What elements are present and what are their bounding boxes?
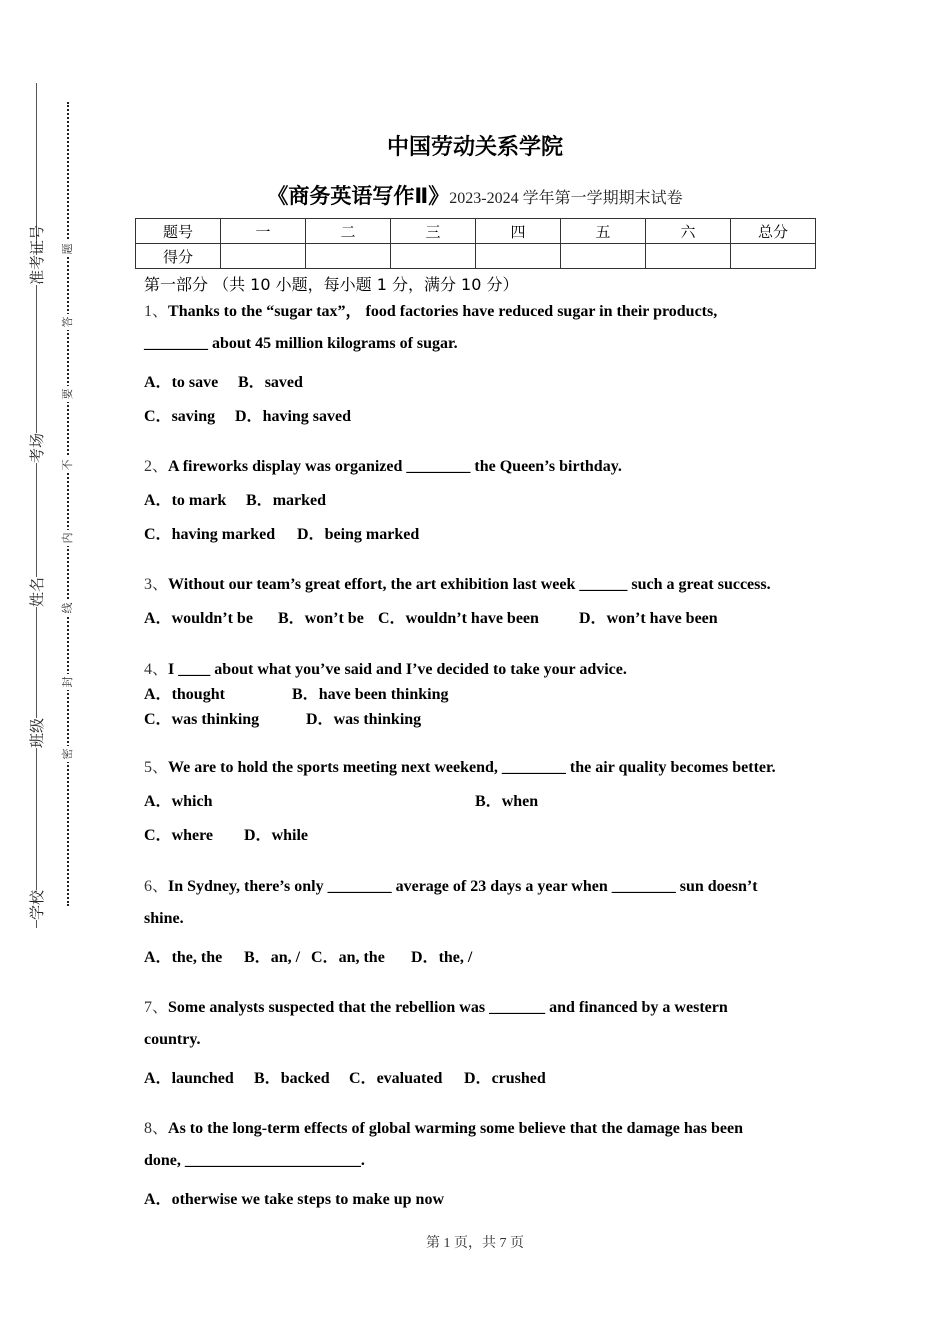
option-a [144, 788, 212, 811]
option-b [254, 1065, 330, 1088]
exam-id-field-label: 准考证号 [28, 224, 46, 285]
score-table [135, 218, 816, 269]
option-letter: C． [144, 711, 172, 728]
seal-char: 密 [60, 746, 76, 762]
score-table-cell: 四 [476, 219, 561, 244]
question-text: A fireworks display was organized ________ the Queen’s birthday. [168, 458, 622, 475]
option-letter: C． [378, 610, 406, 627]
option-b [475, 788, 538, 811]
question-text-cont: country. [144, 1031, 201, 1048]
option-letter: B． [238, 374, 265, 391]
option-b [244, 944, 300, 967]
option-c [144, 521, 275, 544]
option-text: while [271, 827, 309, 844]
question-text: I ____ about what you’ve said and I’ve decided to take your advice. [168, 661, 627, 678]
question-text: Thanks to the “sugar tax”， food factories have reduced sugar in their products, [168, 303, 718, 320]
score-table-cell: 总分 [731, 219, 816, 244]
name-field-label: 姓名 [28, 576, 46, 607]
option-text: wouldn’t have been [405, 610, 539, 627]
question-text-cont: ________ about 45 million kilograms of sugar. [144, 335, 458, 352]
option-d [235, 403, 351, 426]
question-text-cont: shine. [144, 910, 184, 927]
option-a [144, 944, 222, 967]
option-d [244, 822, 308, 845]
option-text: saving [171, 408, 216, 425]
score-table-cell: 一 [221, 219, 306, 244]
option-letter: C． [311, 949, 339, 966]
option-d [297, 521, 419, 544]
seal-char: 答 [60, 314, 76, 330]
exam-term: 2023-2024 学年第一学期期末试卷 [449, 190, 683, 207]
option-letter: B． [475, 793, 502, 810]
question-text: We are to hold the sports meeting next weekend, ________ the air quality becomes better. [168, 759, 776, 776]
option-letter: D． [244, 827, 272, 844]
option-c [349, 1065, 442, 1088]
option-text: being marked [324, 526, 420, 543]
school-field-label: 学校 [28, 889, 46, 920]
option-text: was thinking [333, 711, 422, 728]
section-title: 第一部分 （共 10 小题，每小题 1 分，满分 10 分） [144, 275, 519, 294]
exam-room-field-label: 考场 [28, 432, 46, 463]
school-name: 中国劳动关系学院 [386, 135, 563, 160]
option-a [144, 487, 226, 510]
course-name: 《商务英语写作Ⅱ》 [267, 184, 450, 208]
option-text: saved [264, 374, 303, 391]
option-b [238, 369, 303, 392]
question-7 [144, 994, 728, 1017]
score-entry-cell [561, 244, 646, 269]
option-a [144, 1065, 234, 1088]
question-8 [144, 1115, 743, 1138]
score-table-score-row [136, 244, 816, 269]
score-table-cell: 六 [646, 219, 731, 244]
question-5 [144, 754, 776, 777]
option-letter: B． [246, 492, 273, 509]
option-letter: B． [254, 1070, 281, 1087]
option-text: crushed [491, 1070, 546, 1087]
option-text: launched [171, 1070, 234, 1087]
score-table-cell: 二 [306, 219, 391, 244]
option-letter: B． [278, 610, 305, 627]
option-a [144, 681, 225, 704]
option-text: to mark [171, 492, 227, 509]
class-field-label: 班级 [28, 717, 46, 748]
option-letter: C． [144, 827, 172, 844]
question-number: 3、 [144, 576, 169, 593]
question-number: 1、 [144, 303, 169, 320]
question-text-cont: done, ______________________. [144, 1152, 365, 1169]
option-text: an, the [338, 949, 385, 966]
question-2 [144, 453, 622, 476]
option-text: where [171, 827, 214, 844]
question-number: 6、 [144, 878, 169, 895]
option-letter: B． [244, 949, 271, 966]
option-text: when [501, 793, 539, 810]
option-text: won’t be [304, 610, 364, 627]
option-c [144, 822, 213, 845]
score-table-cell: 五 [561, 219, 646, 244]
option-letter: A． [144, 610, 172, 627]
seal-char: 线 [60, 600, 76, 616]
option-letter: C． [144, 526, 172, 543]
option-text: evaluated [376, 1070, 443, 1087]
option-text: having saved [262, 408, 352, 425]
seal-char: 要 [60, 386, 76, 402]
option-text: thought [171, 686, 225, 703]
option-letter: A． [144, 1191, 172, 1208]
seal-char: 不 [60, 457, 76, 473]
option-b [246, 487, 326, 510]
option-letter: D． [464, 1070, 492, 1087]
option-letter: A． [144, 949, 172, 966]
option-c [144, 706, 259, 729]
option-letter: C． [144, 408, 172, 425]
question-text: Without our team’s great effort, the art exhibition last week ______ such a great success. [168, 576, 771, 593]
option-letter: B． [292, 686, 319, 703]
option-text: was thinking [171, 711, 260, 728]
option-d [579, 605, 718, 628]
option-d [464, 1065, 546, 1088]
question-number: 4、 [144, 661, 169, 678]
option-text: backed [280, 1070, 330, 1087]
seal-char: 封 [60, 674, 76, 690]
score-entry-cell [731, 244, 816, 269]
score-entry-cell [221, 244, 306, 269]
score-entry-cell [306, 244, 391, 269]
option-text: won’t have been [606, 610, 718, 627]
question-3 [144, 571, 771, 594]
option-letter: A． [144, 492, 172, 509]
question-number: 7、 [144, 999, 169, 1016]
option-letter: D． [579, 610, 607, 627]
question-4 [144, 656, 627, 679]
question-text: In Sydney, there’s only ________ average of 23 days a year when ________ sun doesn’t [168, 878, 758, 895]
option-a [144, 1186, 444, 1209]
option-b [292, 681, 449, 704]
score-table-cell: 三 [391, 219, 476, 244]
option-a [144, 369, 218, 392]
option-letter: D． [235, 408, 263, 425]
question-text: As to the long-term effects of global warming some believe that the damage has been [168, 1120, 744, 1137]
option-text: marked [272, 492, 327, 509]
option-letter: D． [411, 949, 439, 966]
option-text: otherwise we take steps to make up now [171, 1191, 444, 1208]
seal-char: 内 [60, 530, 76, 546]
score-table-header-row [136, 219, 816, 244]
question-number: 8、 [144, 1120, 169, 1137]
option-b [278, 605, 364, 628]
page-number: 第 1 页，共 7 页 [426, 1236, 524, 1251]
option-a [144, 605, 253, 628]
score-entry-cell [646, 244, 731, 269]
margin-seal-dotted-line [67, 102, 69, 906]
question-number: 2、 [144, 458, 169, 475]
option-c [144, 403, 215, 426]
exam-title [0, 180, 950, 210]
question-1 [144, 298, 717, 321]
option-letter: C． [349, 1070, 377, 1087]
option-text: the, the [171, 949, 223, 966]
option-text: wouldn’t be [171, 610, 253, 627]
seal-char: 题 [60, 241, 76, 257]
score-table-cell: 得分 [136, 244, 221, 269]
option-letter: A． [144, 686, 172, 703]
question-text: Some analysts suspected that the rebellion was _______ and financed by a western [168, 999, 728, 1016]
score-entry-cell [476, 244, 561, 269]
option-text: an, / [270, 949, 301, 966]
option-text: to save [171, 374, 219, 391]
option-text: the, / [438, 949, 473, 966]
option-text: having marked [171, 526, 276, 543]
option-c [311, 944, 385, 967]
score-entry-cell [391, 244, 476, 269]
option-letter: A． [144, 1070, 172, 1087]
option-letter: D． [306, 711, 334, 728]
option-letter: A． [144, 374, 172, 391]
score-table-cell: 题号 [136, 219, 221, 244]
option-d [306, 706, 421, 729]
option-d [411, 944, 472, 967]
option-letter: A． [144, 793, 172, 810]
option-text: which [171, 793, 213, 810]
question-number: 5、 [144, 759, 169, 776]
option-c [378, 605, 539, 628]
question-6 [144, 873, 758, 896]
option-letter: D． [297, 526, 325, 543]
option-text: have been thinking [318, 686, 449, 703]
